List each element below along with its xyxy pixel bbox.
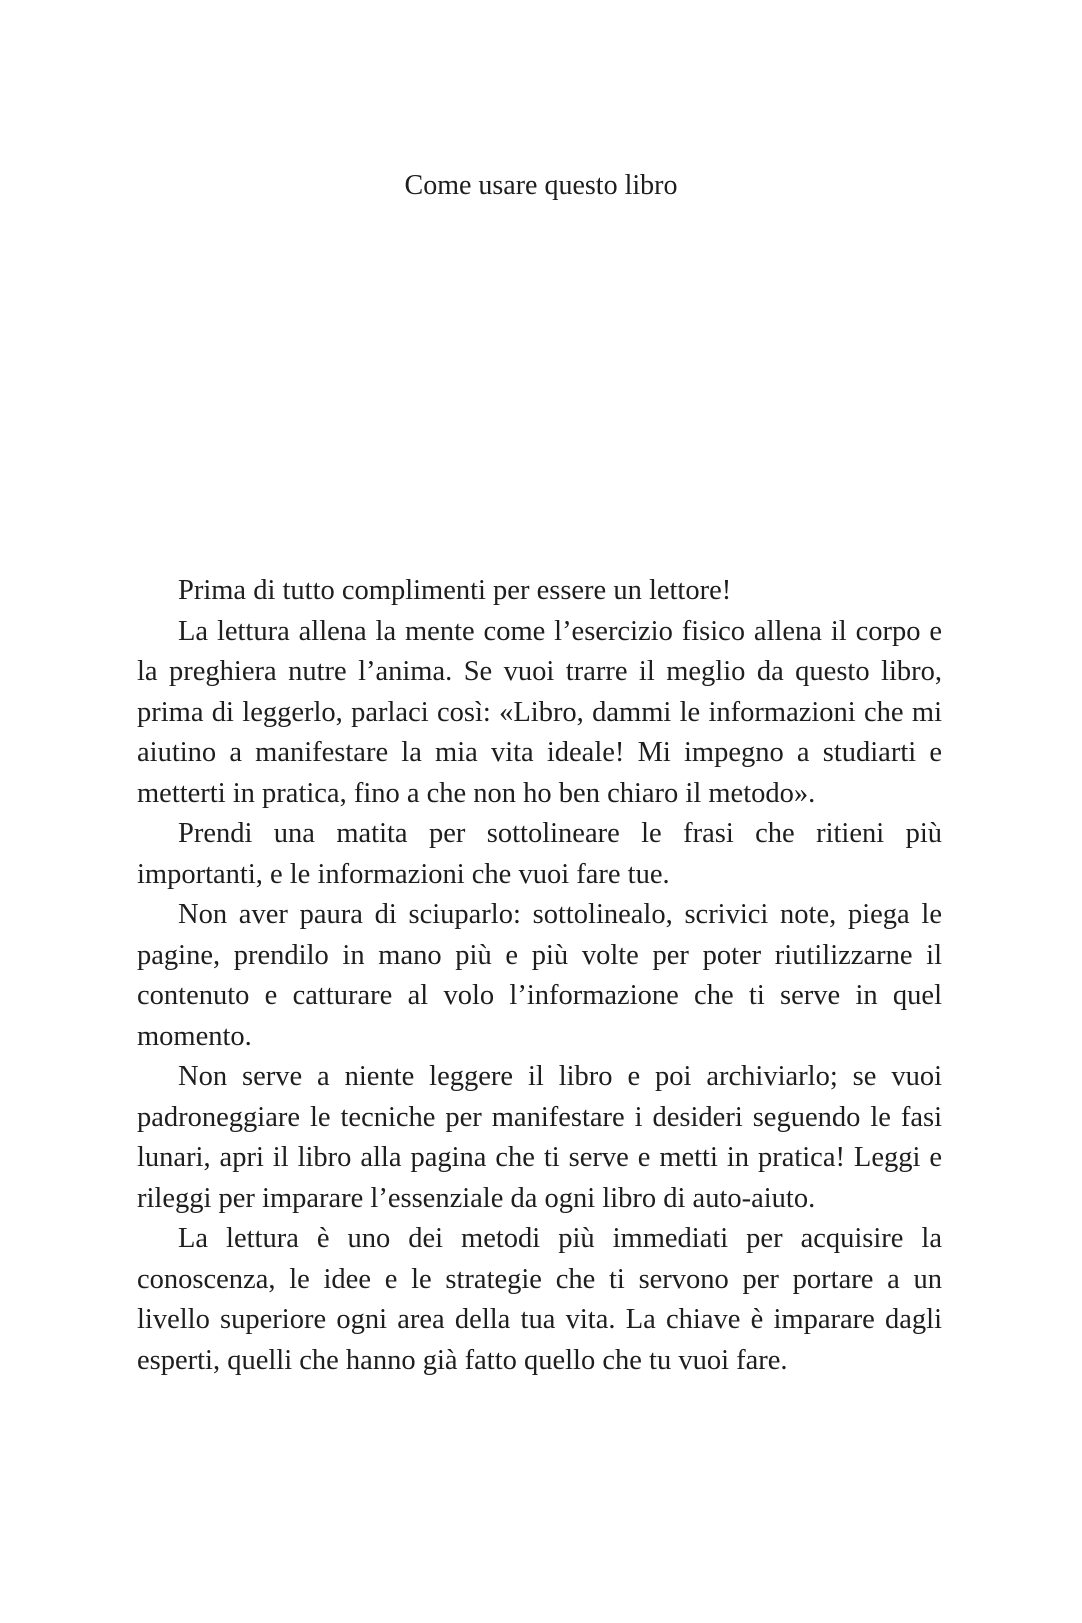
- chapter-title: Come usare questo libro: [404, 170, 678, 201]
- paragraph-2: La lettura allena la mente come l’esercizio fisico allena il corpo e la preghiera nutre l’anima. Se vuoi trarre il meglio da questo libro, prima di leggerlo, parlaci così: «Libro, dammi le informazioni che mi aiutino a manifestare la mia vita ideale! Mi impegno a studiarti e metterti in pratica, fino a che non ho ben chiaro il metodo».: [137, 615, 942, 809]
- paragraph-1: Prima di tutto complimenti per essere un lettore!: [178, 575, 732, 606]
- body-text: [137, 571, 942, 1381]
- paragraph-3: Prendi una matita per sottolineare le frasi che ritieni più importanti, e le informazioni che vuoi fare tue.: [137, 818, 942, 890]
- paragraph-5: Non serve a niente leggere il libro e poi archiviarlo; se vuoi padroneggiare le tecniche per manifestare i desideri seguendo le fasi lunari, apri il libro alla pagina che ti serve e metti in pratica! Leggi e rileggi per imparare l’essenziale da ogni libro di auto-aiuto.: [137, 1061, 942, 1214]
- paragraph-4: Non aver paura di sciuparlo: sottolinealo, scrivici note, piega le pagine, prendilo in mano più e più volte per poter riutilizzarne il contenuto e catturare al volo l’informazione che ti serve in quel momento.: [137, 899, 942, 1052]
- paragraph-6: La lettura è uno dei metodi più immediati per acquisire la conoscenza, le idee e le strategie che ti servono per portare a un livello superiore ogni area della tua vita. La chiave è imparare dagli esperti, quelli che hanno già fatto quello che tu vuoi fare.: [137, 1223, 942, 1376]
